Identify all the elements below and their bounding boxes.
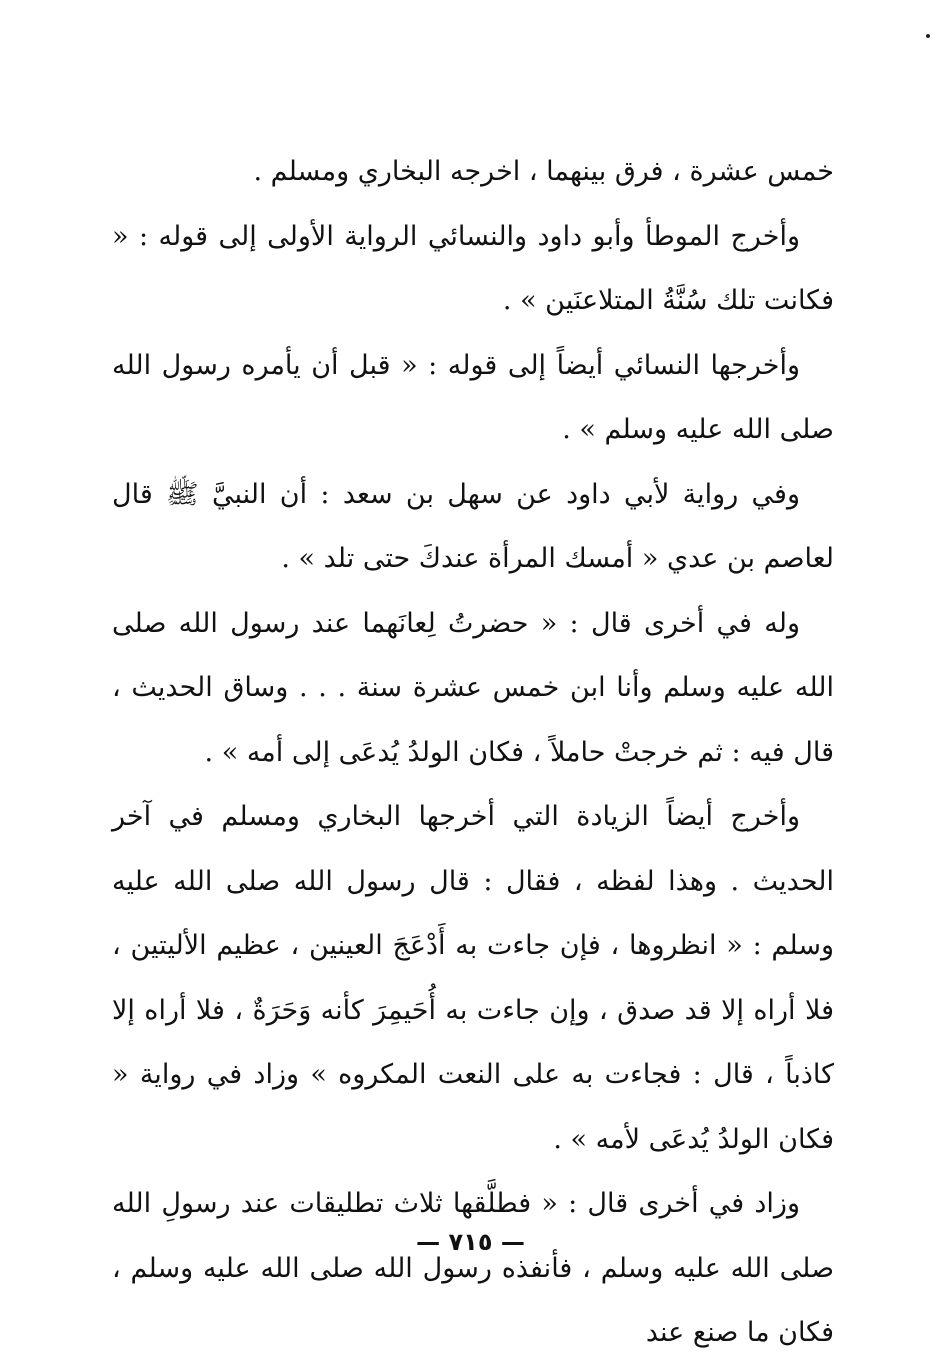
page-body (112, 140, 834, 1366)
scan-speck (926, 34, 930, 38)
paragraph-3: وأخرجها النسائي أيضاً إلى قوله : « قبل أن يأمره رسول الله صلى الله عليه وسلم » . (112, 349, 834, 445)
paragraph-5: وله في أخرى قال : « حضرتُ لِعانَهما عند رسول الله صلى الله عليه وسلم وأنا ابن خمس عشرة سنة . . . وساق الحديث ، قال فيه : ثم خرجتْ حاملاً ، فكان الولدُ يُدعَى إلى أمه » . (112, 607, 834, 768)
paragraph-7: وزاد في أخرى قال : « فطلَّقها ثلاث تطليقات عند رسولِ الله صلى الله عليه وسلم ، فأنفذه رسول الله صلى الله عليه وسلم ، فكان ما صنع عند (112, 1188, 834, 1348)
paragraph-4: وفي رواية لأبي داود عن سهل بن سعد : أن النبيَّ ﷺ قال لعاصم بن عدي « أمسك المرأة عندكَ حتى تلد » . (112, 478, 834, 574)
paragraph-2: وأخرج الموطأ وأبو داود والنسائي الرواية الأولى إلى قوله : « فكانت تلك سُنَّةُ المتلاعنَين » . (112, 220, 834, 316)
paragraph-6: وأخرج أيضاً الزيادة التي أخرجها البخاري ومسلم في آخر الحديث . وهذا لفظه ، فقال : قال رسول الله صلى الله عليه وسلم : « انظروها ، فإن جاءت به أَدْعَجَ العينين ، عظيم الأليتين ، فلا أراه إلا قد صدق ، وإن جاءت به أُحَيمِرَ كأنه وَحَرَةٌ ، فلا أراه إلا كاذباً ، قال : فجاءت به على النعت المكروه » وزاد في رواية « فكان الولدُ يُدعَى لأمه » . (112, 801, 834, 1155)
paragraph-1: خمس عشرة ، فرق بينهما ، اخرجه البخاري ومسلم . (253, 156, 834, 187)
page-number: — ٧١٥ — (416, 1228, 525, 1256)
